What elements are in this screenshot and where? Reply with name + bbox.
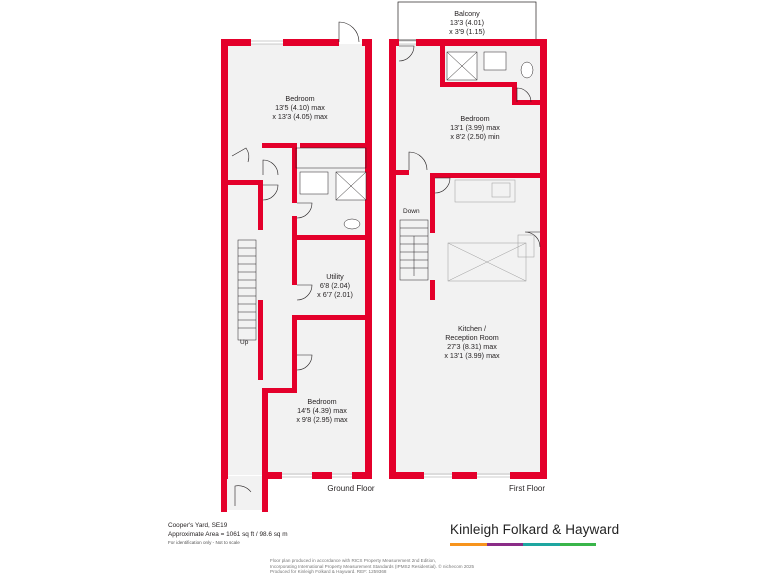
property-note: For identification only - Not to scale <box>168 540 240 545</box>
brand-bar-orange <box>450 543 487 546</box>
first-floor-label: First Floor <box>509 484 545 493</box>
footer-line-1: Floor plan produced in accordance with RICS Property Measurement 2nd Edition, <box>270 558 436 563</box>
first-floor-plan <box>389 2 547 479</box>
ground-bedroom-1-name: Bedroom <box>285 94 315 103</box>
brand-color-bar <box>450 543 596 546</box>
brand-logo-text: Kinleigh Folkard & Hayward <box>450 522 620 537</box>
balcony-name: Balcony <box>454 9 480 18</box>
property-info <box>168 522 288 548</box>
brand-bar-teal <box>523 543 560 546</box>
property-address: Cooper's Yard, SE19 <box>168 522 228 529</box>
first-bedroom-dim2: x 8'2 (2.50) min <box>450 132 500 141</box>
footer-line-3: Produced for Kinleigh Folkard & Hayward. REF: 1259368 <box>270 569 387 575</box>
kitchen-dim2: x 13'1 (3.99) max <box>444 351 500 360</box>
ground-bedroom-2-dim1: 14'5 (4.39) max <box>297 406 347 415</box>
ground-bedroom-2-dim2: x 9'8 (2.95) max <box>296 415 348 424</box>
footer-notes <box>270 558 474 575</box>
utility-name: Utility <box>326 272 344 281</box>
first-bedroom-dim1: 13'1 (3.99) max <box>450 123 500 132</box>
kitchen-dim1: 27'3 (8.31) max <box>447 342 497 351</box>
utility-dim2: x 6'7 (2.01) <box>317 290 353 299</box>
utility-dim1: 6'8 (2.04) <box>319 281 351 290</box>
kitchen-name-2: Reception Room <box>445 333 499 342</box>
ground-bedroom-1-dim1: 13'5 (4.10) max <box>275 103 325 112</box>
stairs-down-label: Down <box>403 208 420 215</box>
balcony-dim1: 13'3 (4.01) <box>449 18 485 27</box>
ground-bedroom-1-dim2: x 13'3 (4.05) max <box>272 112 328 121</box>
first-bedroom-name: Bedroom <box>460 114 490 123</box>
ground-bedroom-2-name: Bedroom <box>307 397 337 406</box>
stairs-up-label: Up <box>240 339 249 346</box>
property-area: Approximate Area = 1061 sq ft / 98.6 sq m <box>168 530 288 538</box>
ground-floor-label: Ground Floor <box>327 484 375 493</box>
balcony-dim2: x 3'9 (1.15) <box>449 27 485 36</box>
brand-bar-green <box>560 543 597 546</box>
kitchen-name-1: Kitchen / <box>458 324 486 333</box>
footer-line-2: Incorporating International Property Measurement Standards (IPMS2 Residential). © nichecom 2025 <box>270 563 475 569</box>
brand-bar-purple <box>487 543 524 546</box>
